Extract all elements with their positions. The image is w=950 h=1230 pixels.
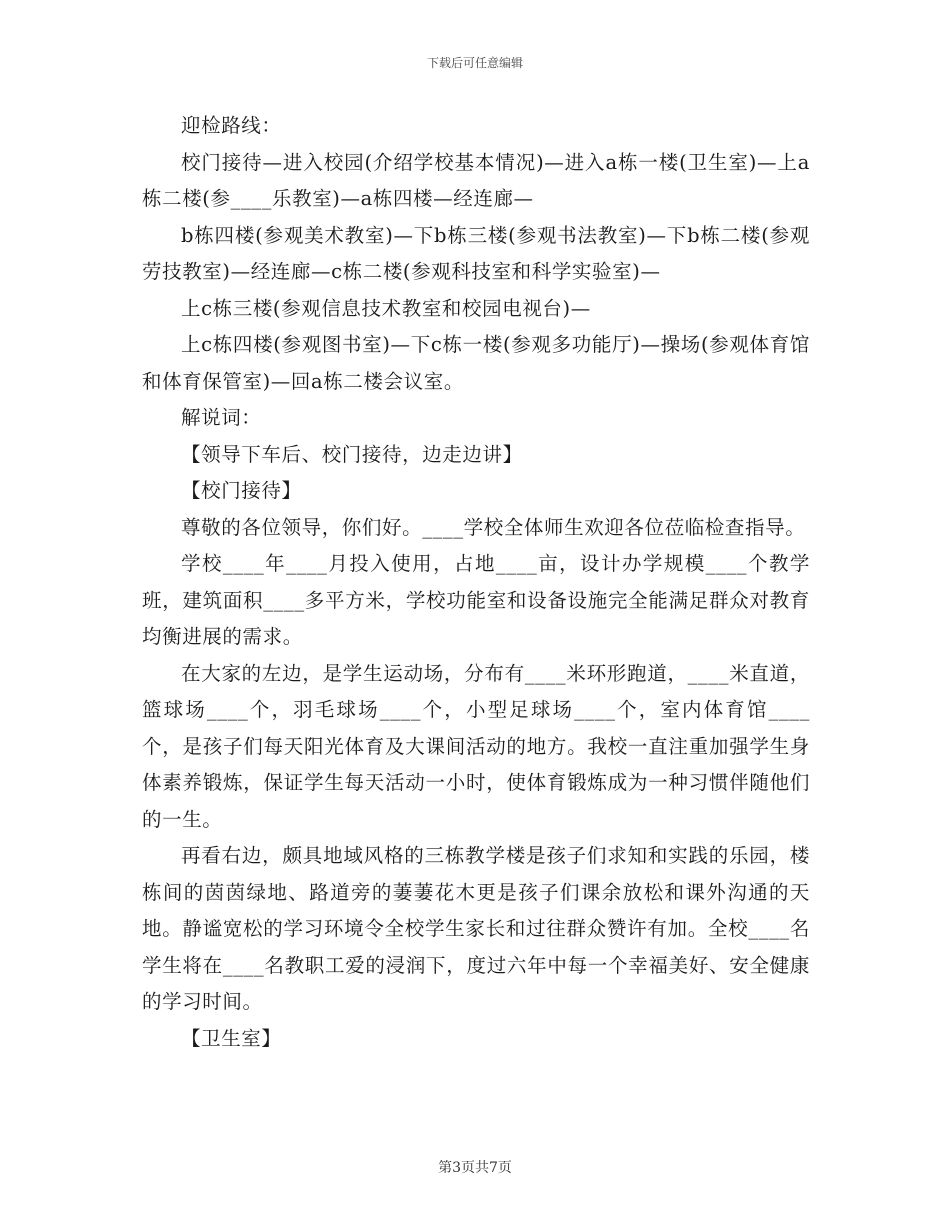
paragraph-route-4: 上c栋四楼(参观图书室)—下c栋一楼(参观多功能厅)—操场(参观体育馆和体育保管室)—回a栋二楼会议室。 [142,333,810,393]
paragraph-commentary-title: 解说词： [181,406,262,429]
paragraph-school-info: 学校____年____月投入使用，占地____亩，设计办学规模____个教学班，建筑面积____多平方米，学校功能室和设备设施完全能满足群众对教育均衡进展的需求。 [142,552,810,648]
paragraph-route-2: b栋四楼(参观美术教室)—下b栋三楼(参观书法教室)—下b栋二楼(参观劳技教室)—经连廊—c栋二楼(参观科技室和科学实验室)— [142,223,810,283]
document-body [142,108,810,1057]
paragraph-welcome: 尊敬的各位领导，你们好。____学校全体师生欢迎各位莅临检查指导。 [181,515,806,539]
paragraph-teaching-buildings: 再看右边，颇具地域风格的三栋教学楼是孩子们求知和实践的乐园，楼栋间的茵茵绿地、路道旁的萋萋花木更是孩子们课余放松和课外沟通的天地。静谧宽松的学习环境令全校学生家长和过往群众赞许有加。全校____名学生将在____名教职工爱的浸润下，度过六年中每一个幸福美好、安全健康的学习时间。 [142,844,810,1013]
paragraph-sports-field: 在大家的左边，是学生运动场，分布有____米环形跑道，____米直道，篮球场____个，羽毛球场____个，小型足球场____个，室内体育馆____个，是孩子们每天阳光体育及大课间活动的地方。我校一直注重加强学生身体素养锻炼，保证学生每天活动一小时，使体育锻炼成为一种习惯伴随他们的一生。 [142,661,810,831]
paragraph-route-title: 迎检路线： [181,114,282,137]
paragraph-route-3: 上c栋三楼(参观信息技术教室和校园电视台)— [181,296,591,320]
page-header: 下载后可任意编辑 [426,56,523,70]
paragraph-section-gate: 【校门接待】 [181,479,302,502]
page-number: 第3页共7页 [438,1160,512,1176]
paragraph-route-1: 校门接待—进入校园(介绍学校基本情况)—进入a栋一楼(卫生室)—上a栋二楼(参____乐教室)—a栋四楼—经连廊— [142,150,810,210]
paragraph-section-arrival: 【领导下车后、校门接待，边走边讲】 [181,442,523,466]
paragraph-section-clinic: 【卫生室】 [181,1026,282,1050]
